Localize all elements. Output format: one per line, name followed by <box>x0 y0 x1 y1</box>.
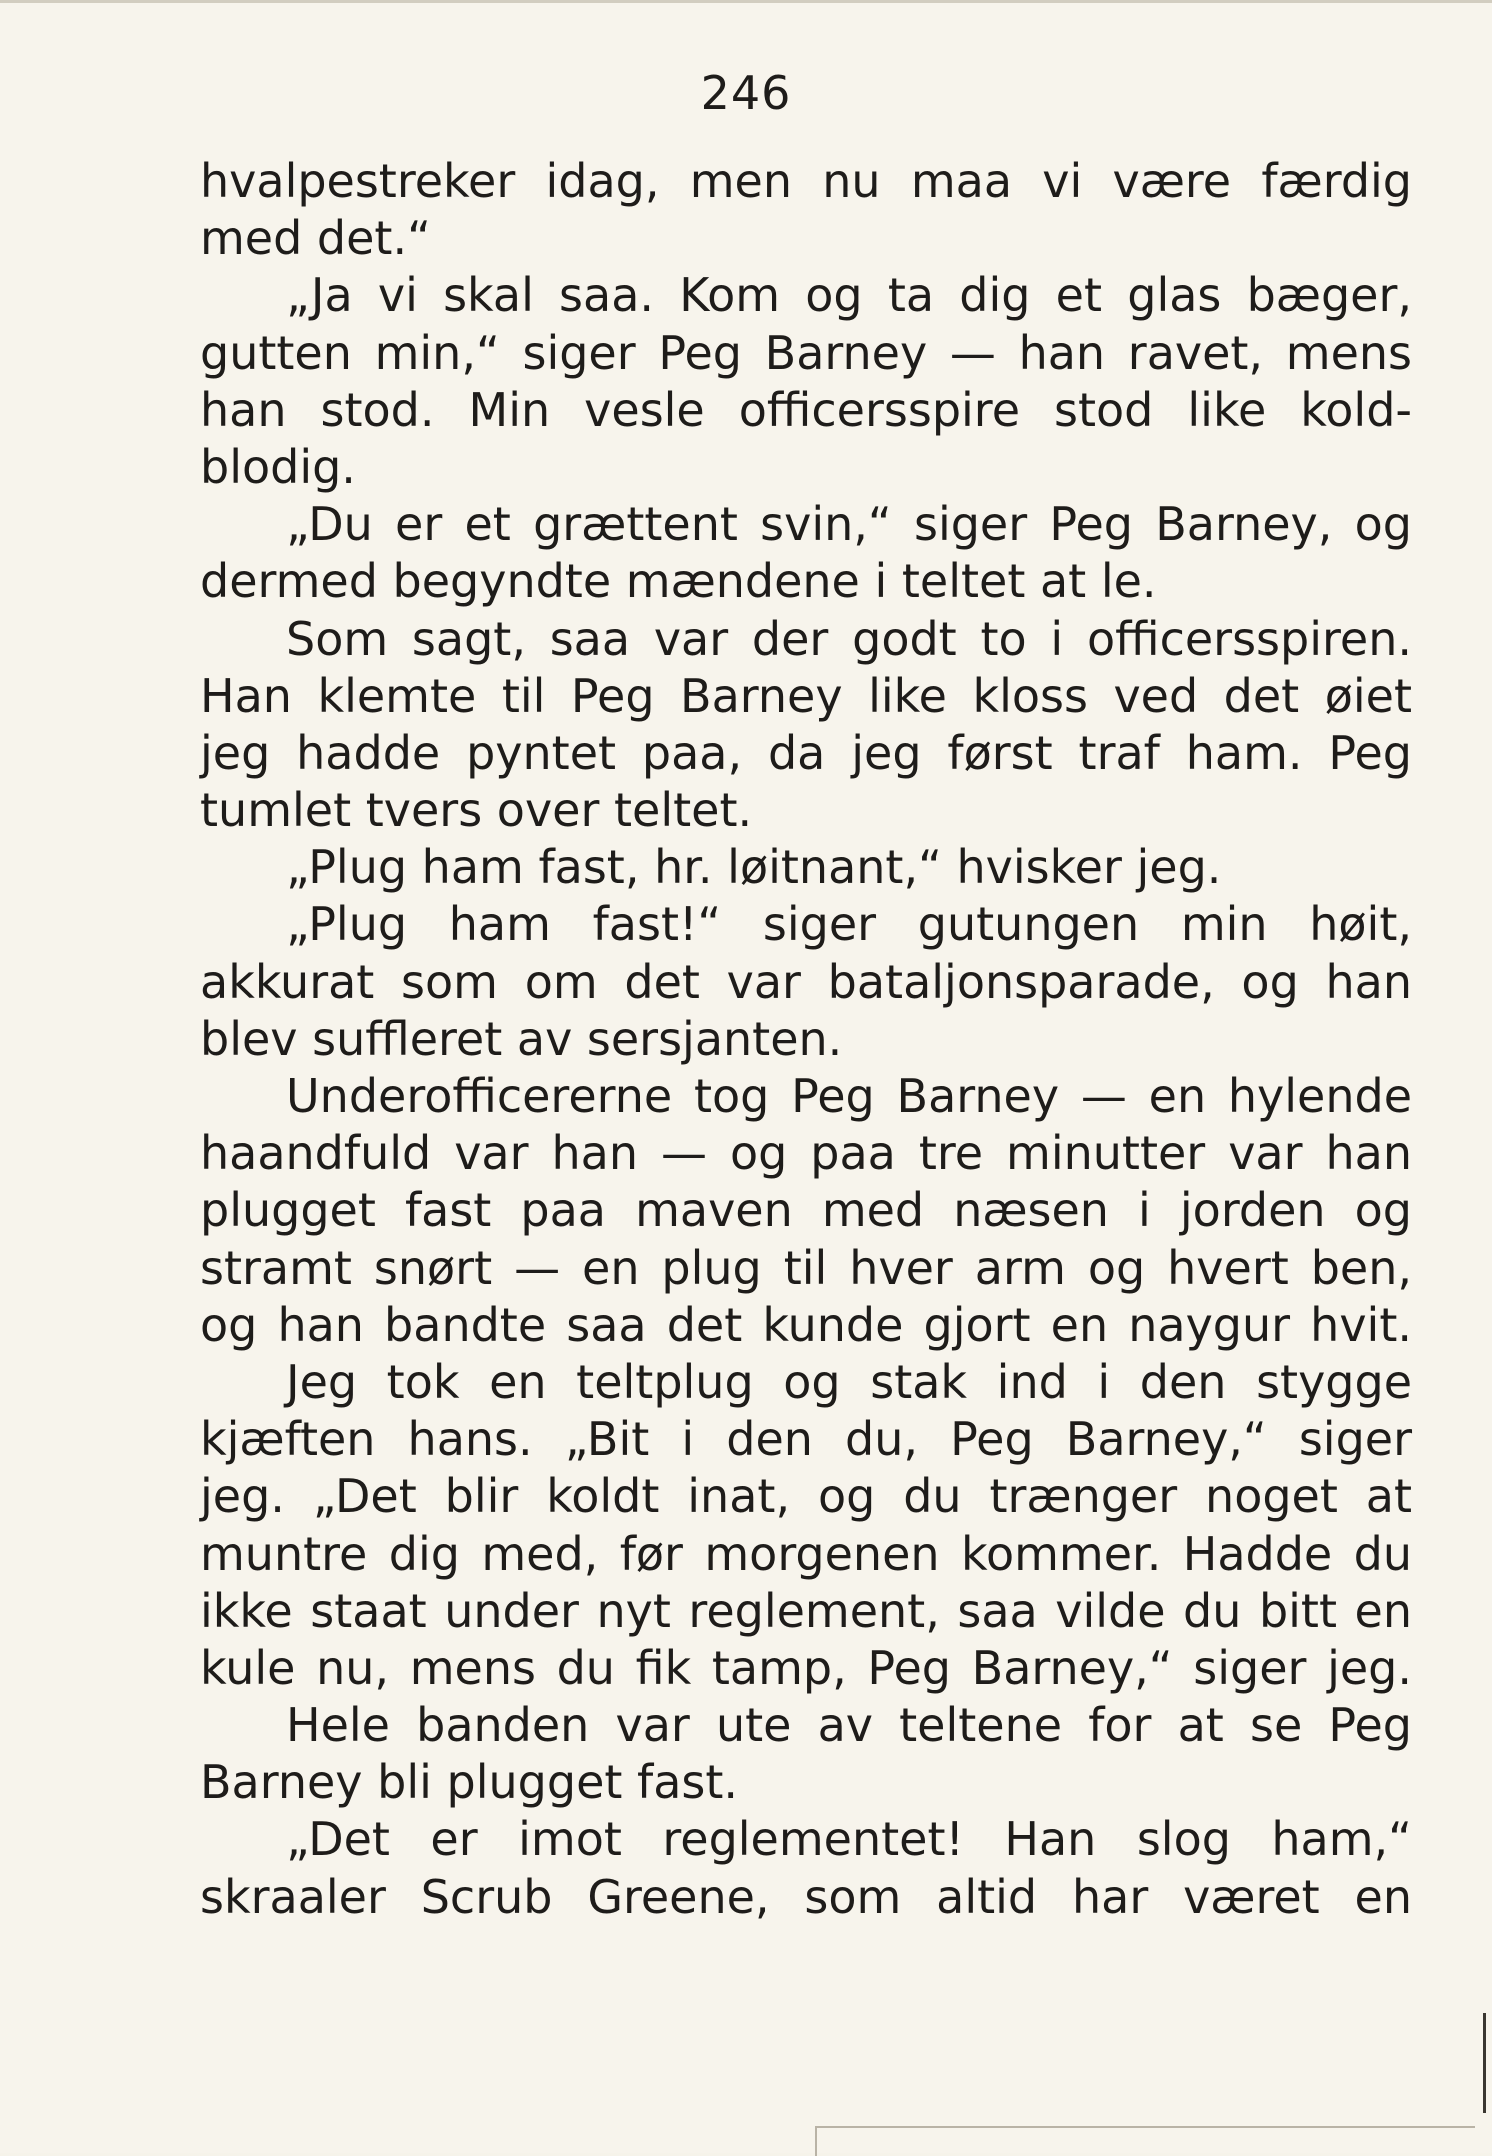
text-line: Barney bli plugget fast. <box>200 1755 739 1810</box>
text-line: Som sagt, saa var der godt to i officersspiren. <box>286 611 1412 666</box>
text-line: hvalpestreker idag, men nu maa vi være færdig <box>200 154 1412 208</box>
text-line: „Plug ham fast, hr. løitnant,“ hvisker jeg. <box>286 840 1222 895</box>
scan-fold-line <box>815 2126 1475 2128</box>
text-line: tumlet tvers over teltet. <box>200 783 753 838</box>
text-line: jeg. „Det blir koldt inat, og du trænger noget at <box>200 1469 1412 1524</box>
text-line: Hele banden var ute av teltene for at se Peg <box>286 1698 1412 1753</box>
text-line: kjæften hans. „Bit i den du, Peg Barney,“ siger <box>200 1412 1412 1467</box>
text-line: plugget fast paa maven med næsen i jorden og <box>200 1183 1412 1238</box>
text-line: „Det er imot reglementet! Han slog ham,“ <box>286 1812 1412 1867</box>
text-line: gutten min,“ siger Peg Barney — han ravet, mens <box>200 325 1412 380</box>
text-line: med det.“ <box>200 211 431 266</box>
text-line: haandfuld var han — og paa tre minutter var han <box>200 1126 1412 1181</box>
scan-edge-mark <box>1483 2013 1486 2113</box>
text-line: stramt snørt — en plug til hver arm og hvert ben, <box>200 1240 1412 1295</box>
body-text <box>200 153 1412 1926</box>
text-line: dermed begyndte mændene i teltet at le. <box>200 554 1157 609</box>
text-line: Han klemte til Peg Barney like kloss ved det øiet <box>200 668 1412 723</box>
scan-fold-tick <box>815 2126 817 2156</box>
text-line: blodig. <box>200 439 356 494</box>
text-line: Underofficererne tog Peg Barney — en hylende <box>286 1069 1412 1123</box>
text-line: „Du er et grættent svin,“ siger Peg Barney, og <box>286 497 1412 552</box>
text-line: og han bandte saa det kunde gjort en naygur hvit. <box>200 1297 1412 1352</box>
text-line: skraaler Scrub Greene, som altid har været en <box>200 1869 1412 1924</box>
text-line: kule nu, mens du fik tamp, Peg Barney,“ siger jeg. <box>200 1640 1412 1695</box>
text-line: muntre dig med, før morgenen kommer. Hadde du <box>200 1526 1412 1581</box>
text-line: han stod. Min vesle officersspire stod like kold- <box>200 382 1412 437</box>
text-line: „Ja vi skal saa. Kom og ta dig et glas bæger, <box>286 268 1412 323</box>
text-line: akkurat som om det var bataljonsparade, og han <box>200 954 1412 1009</box>
text-line: jeg hadde pyntet paa, da jeg først traf ham. Peg <box>200 725 1412 780</box>
page-number: 246 <box>700 66 792 120</box>
text-line: blev suffleret av sersjanten. <box>200 1011 843 1066</box>
text-line: ikke staat under nyt reglement, saa vilde du bitt en <box>200 1583 1412 1638</box>
text-line: Jeg tok en teltplug og stak ind i den stygge <box>286 1354 1412 1409</box>
text-line: „Plug ham fast!“ siger gutungen min høit, <box>286 897 1412 952</box>
